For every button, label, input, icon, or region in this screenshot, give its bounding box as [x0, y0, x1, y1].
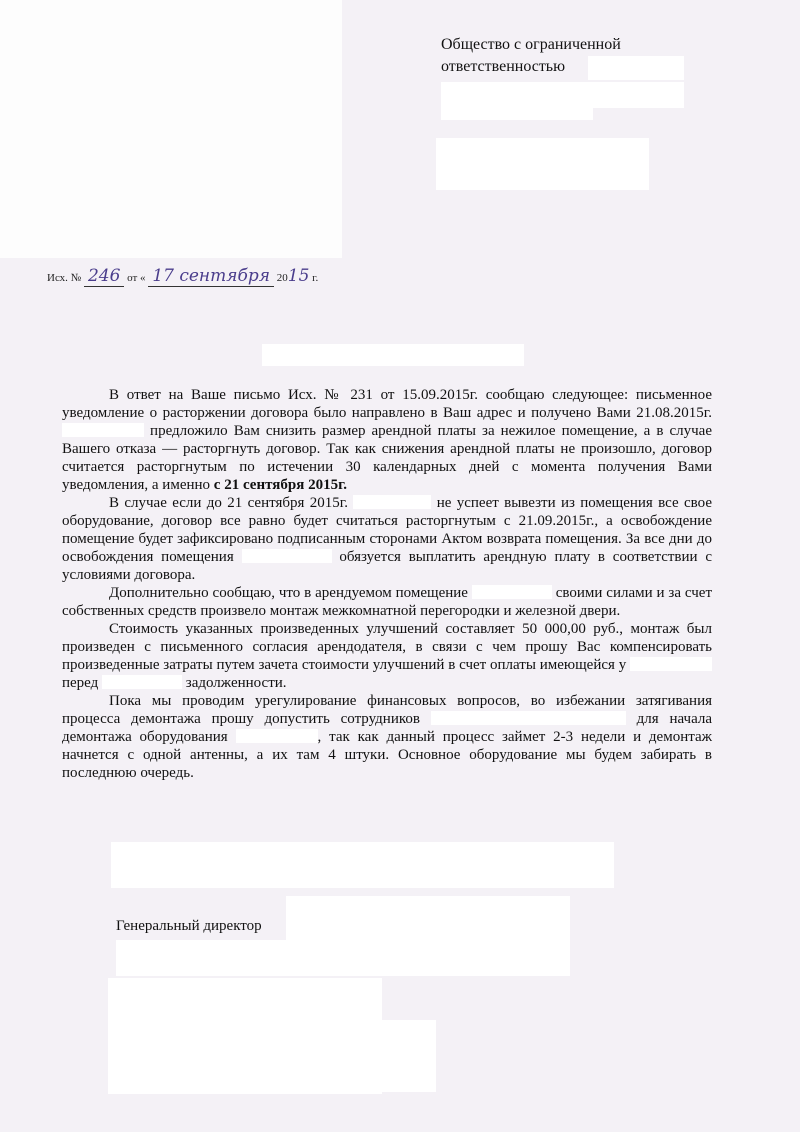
redaction-header-line: [262, 344, 524, 366]
redaction-footer-3: [116, 940, 570, 976]
paragraph-4: Стоимость указанных произведенных улучшений составляет 50 000,00 руб., монтаж был произведен с письменного согласия арендодателя, в связи с чем прошу Вас компенсировать произведенные затраты путем зачета стоимости улучшений в счет оплаты имеющейся у перед задолженности.: [62, 621, 712, 691]
paragraph-3: Дополнительно сообщаю, что в арендуемом помещение своими силами и за счет собственных средств произвело монтаж межкомнатной перегородки и железной двери.: [62, 585, 713, 619]
addressee-line-1: Общество с ограниченной: [441, 36, 621, 53]
redaction-inline: [472, 585, 552, 599]
outgoing-prefix: Исх. №: [47, 272, 82, 284]
redaction-inline: [431, 711, 626, 725]
termination-date: с 21 сентября 2015г.: [213, 477, 347, 493]
redaction-inline: [236, 729, 318, 743]
outgoing-date: 17 сентября: [152, 266, 271, 286]
outgoing-year-prefix: 20: [276, 272, 288, 284]
redaction-inline: [102, 675, 182, 689]
redaction-footer-1: [111, 842, 614, 888]
redaction-footer-5: [108, 1020, 436, 1092]
letter-body: [62, 386, 712, 782]
redaction-inline: [630, 657, 712, 671]
redaction-inline: [62, 423, 144, 437]
outgoing-year: 15: [287, 266, 310, 286]
paragraph-1: В ответ на Ваше письмо Исх. № 231 от 15.09.2015г. сообщаю следующее: письменное уведомление о расторжении договора было направлено в Ваш адрес и получено Вами 21.08.2015г. предложило Вам снизить размер арендной платы за нежилое помещение, а в случае Вашего отказа — расторгнуть договор. Так как снижения арендной платы не произошло, договор считается расторгнутым по истечении 30 календарных дней с момента получения Вами уведомления, а именно с 21 сентября 2015г.: [62, 387, 712, 493]
paragraph-2: В случае если до 21 сентября 2015г. не успеет вывезти из помещения все свое оборудование, договор все равно будет считаться расторгнутым с 21.09.2015г., а освобождение помещение будет зафиксировано подписанным сторонами Актом возврата помещения. За все дни до освобождения помещения обязуется выплатить арендную плату в соответствии с условиями договора.: [62, 495, 713, 583]
outgoing-number: 246: [87, 266, 121, 286]
redaction-addressee-4: [436, 138, 649, 190]
redaction-addressee-1: [588, 56, 684, 80]
redaction-inline: [353, 495, 431, 509]
outgoing-number-line: [47, 266, 318, 287]
paragraph-5: Пока мы проводим урегулирование финансовых вопросов, во избежании затягивания процесса демонтажа прошу допустить сотрудников для начала демонтажа оборудования , так как данный процесс займет 2-3 недели и демонтаж начнется с одной антенны, а их там 4 штуки. Основное оборудование мы будем забирать в последнюю очередь.: [62, 693, 713, 781]
outgoing-year-suffix: г.: [312, 272, 319, 284]
outgoing-from-label: от «: [127, 272, 146, 284]
redaction-addressee-3: [441, 98, 593, 120]
top-left-blank: [0, 0, 342, 258]
redaction-inline: [242, 549, 332, 563]
addressee-line-2: ответственностью: [441, 58, 566, 75]
signature-title: Генеральный директор: [116, 918, 262, 934]
